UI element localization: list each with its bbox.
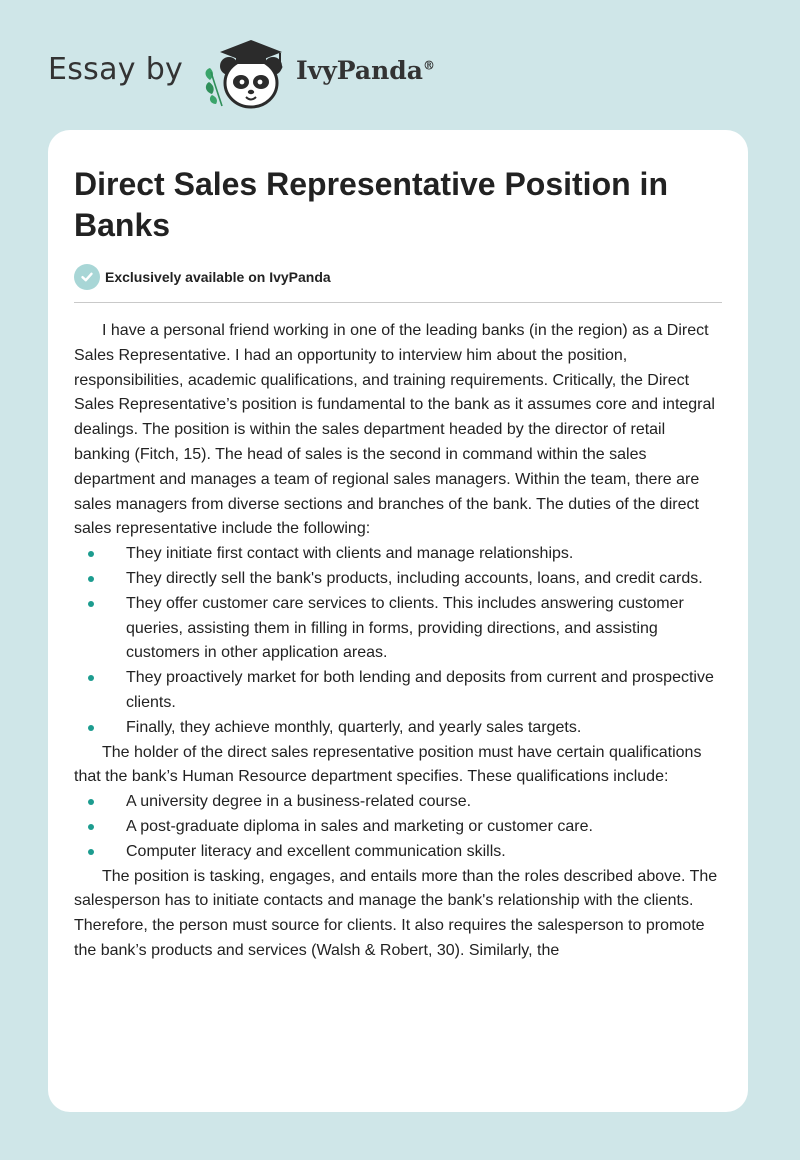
list-item-text: Finally, they achieve monthly, quarterly, and yearly sales targets. (126, 718, 582, 736)
essay-content (74, 164, 724, 964)
list-item (74, 542, 724, 567)
registered-mark: ® (422, 58, 435, 73)
site-header (48, 36, 548, 112)
title-divider (74, 302, 722, 303)
bullet-icon (88, 849, 94, 855)
paragraph-3: The position is tasking, engages, and entails more than the roles described above. The salesperson has to initiate contacts and manage the bank's relationship with the clients. Therefore, the person must source for clients. It also requires the salesperson to promote the bank’s products and services (Walsh & Robert, 30). Similarly, the (74, 867, 718, 959)
check-icon (74, 264, 100, 290)
essay-by-label: Essay by (48, 52, 184, 87)
list-item-text: Computer literacy and excellent communication skills. (126, 842, 506, 860)
list-item (74, 790, 724, 815)
bullet-icon (88, 799, 94, 805)
qualifications-list (74, 790, 724, 864)
essay-card (48, 130, 748, 1112)
brand-name[interactable] (296, 56, 435, 85)
exclusive-label: Exclusively available on IvyPanda (105, 269, 331, 285)
paragraph-1: I have a personal friend working in one of the leading banks (in the region) as a Direct Sales Representative. I had an opportunity to interview him about the position, responsibilities, academic qualifications, and training requirements. Critically, the Direct Sales Representative’s position is fundamental to the bank as it assumes core and integral dealings. The position is within the sales department headed by the director of retail banking (Fitch, 15). The head of sales is the second in command within the sales department and manages a team of regional sales managers. Within the team, there are sales managers from diverse sections and branches of the bank. The duties of the direct sales representative include the following: (74, 322, 715, 538)
list-item (74, 840, 724, 865)
list-item (74, 716, 724, 741)
list-item-text: They directly sell the bank's products, including accounts, loans, and credit cards. (126, 569, 703, 587)
list-item (74, 567, 724, 592)
list-item-text: They initiate first contact with clients and manage relationships. (126, 545, 574, 563)
bullet-icon (88, 601, 94, 607)
list-item (74, 666, 724, 716)
list-item (74, 815, 724, 840)
essay-body (74, 319, 724, 964)
paragraph-2: The holder of the direct sales representative position must have certain qualifications that the bank’s Human Resource department specifies. These qualifications include: (74, 743, 702, 786)
bullet-icon (88, 824, 94, 830)
bullet-icon (88, 551, 94, 557)
bullet-icon (88, 725, 94, 731)
list-item-text: They proactively market for both lending and deposits from current and prospective clients. (126, 669, 714, 711)
bullet-icon (88, 576, 94, 582)
exclusive-badge (74, 264, 724, 290)
list-item (74, 592, 724, 666)
ivypanda-logo-icon[interactable] (202, 36, 294, 112)
bullet-icon (88, 675, 94, 681)
brand-name-text: IvyPanda (296, 56, 423, 85)
list-item-text: A university degree in a business-related course. (126, 793, 472, 811)
list-item-text: A post-graduate diploma in sales and marketing or customer care. (126, 817, 593, 835)
essay-title: Direct Sales Representative Position in Banks (74, 166, 668, 243)
duties-list (74, 542, 724, 740)
list-item-text: They offer customer care services to clients. This includes answering customer queries, assisting them in filling in forms, providing directions, and assisting customers in other application areas. (126, 594, 684, 662)
